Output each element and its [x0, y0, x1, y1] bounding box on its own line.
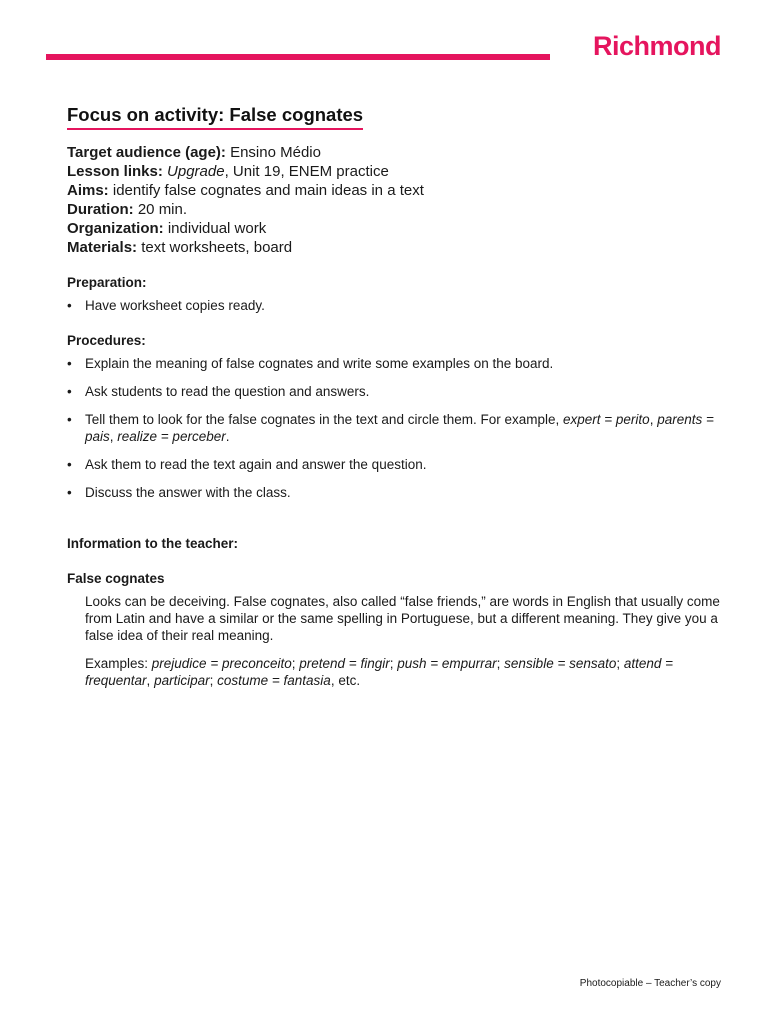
- example-pair: participar: [154, 673, 210, 688]
- separator: ,: [109, 429, 118, 444]
- meta-key: Aims:: [67, 182, 109, 199]
- footer-note: Photocopiable – Teacher’s copy: [579, 978, 721, 989]
- header-accent-bar: [46, 54, 550, 60]
- procedure-text: the answer with the class.: [132, 485, 291, 500]
- example-pair: costume = fantasia: [217, 673, 331, 688]
- procedure-text: them to read the text again and answer the question.: [107, 457, 427, 472]
- separator: .: [225, 429, 230, 444]
- meta-organization: [67, 219, 717, 238]
- list-item: • Have worksheet copies ready.: [67, 297, 717, 314]
- example-pair: pretend = fingir: [299, 656, 390, 671]
- procedure-verb: Tell: [85, 412, 106, 427]
- info-paragraph: Looks can be deceiving. False cognates, also called “false friends,” are words in English that usually come from Latin and have a similar or the same spelling in Portuguese, but a different meaning. They give you a false idea of their real meaning.: [85, 594, 720, 643]
- meta-target-audience: [67, 143, 717, 162]
- separator: ;: [291, 656, 300, 671]
- procedure-example: parents = pais: [85, 412, 714, 444]
- example-pair: attend = frequentar: [85, 656, 674, 688]
- list-item: [67, 355, 717, 372]
- example-pair: push = empurrar: [397, 656, 497, 671]
- separator: ,: [649, 412, 658, 427]
- procedures-heading: Procedures:: [67, 333, 146, 348]
- example-pair: prejudice = preconceito: [151, 656, 292, 671]
- meta-value: Ensino Médio: [225, 144, 321, 161]
- meta-key: Target audience (age):: [67, 144, 226, 161]
- separator: ;: [389, 656, 398, 671]
- list-item: [67, 383, 717, 400]
- meta-key: Materials:: [67, 239, 138, 256]
- procedure-text: to read the question and answers.: [162, 384, 370, 399]
- procedures-list: [67, 355, 717, 501]
- separator: ;: [209, 673, 218, 688]
- meta-lesson-links: [67, 162, 717, 181]
- list-item: [67, 411, 717, 445]
- example-pair: sensible = sensato: [504, 656, 617, 671]
- meta-value: identify false cognates and main ideas in a text: [108, 182, 424, 199]
- list-item: [67, 456, 717, 473]
- procedure-text: the meaning of false cognates and write some examples on the board.: [129, 356, 554, 371]
- false-cognates-heading: False cognates: [67, 571, 165, 586]
- meta-key: Organization:: [67, 220, 164, 237]
- meta-value-italic: Upgrade: [167, 163, 225, 180]
- procedure-verb: Ask: [85, 457, 108, 472]
- meta-key: Duration:: [67, 201, 134, 218]
- meta-materials: [67, 238, 717, 257]
- preparation-heading: Preparation:: [67, 275, 147, 290]
- meta-value: , Unit 19, ENEM practice: [224, 163, 389, 180]
- info-heading: Information to the teacher:: [67, 536, 239, 551]
- separator: ,: [146, 673, 155, 688]
- richmond-logo: Richmond: [593, 31, 721, 61]
- examples-paragraph: [85, 655, 725, 689]
- meta-value: individual work: [163, 220, 267, 237]
- activity-sheet: [67, 104, 720, 689]
- examples-label: Examples:: [85, 656, 152, 671]
- procedure-verb: Discuss: [85, 485, 133, 500]
- separator: ;: [496, 656, 505, 671]
- page-title: Focus on activity: False cognates: [67, 104, 363, 130]
- meta-value: text worksheets, board: [137, 239, 293, 256]
- activity-meta: [67, 143, 717, 257]
- meta-aims: [67, 181, 717, 200]
- procedure-example: realize = perceber: [117, 429, 226, 444]
- meta-key: Lesson links:: [67, 163, 163, 180]
- procedure-verb: Explain: [85, 356, 130, 371]
- meta-value: 20 min.: [133, 201, 188, 218]
- procedure-text: them to look for the false cognates in the text and circle them. For example,: [105, 412, 563, 427]
- procedure-verb: Ask students: [85, 384, 163, 399]
- procedure-example: expert = perito: [563, 412, 650, 427]
- separator: ;: [616, 656, 624, 671]
- preparation-list: [67, 297, 717, 314]
- separator: , etc.: [330, 673, 361, 688]
- meta-duration: [67, 200, 717, 219]
- list-item: [67, 484, 717, 501]
